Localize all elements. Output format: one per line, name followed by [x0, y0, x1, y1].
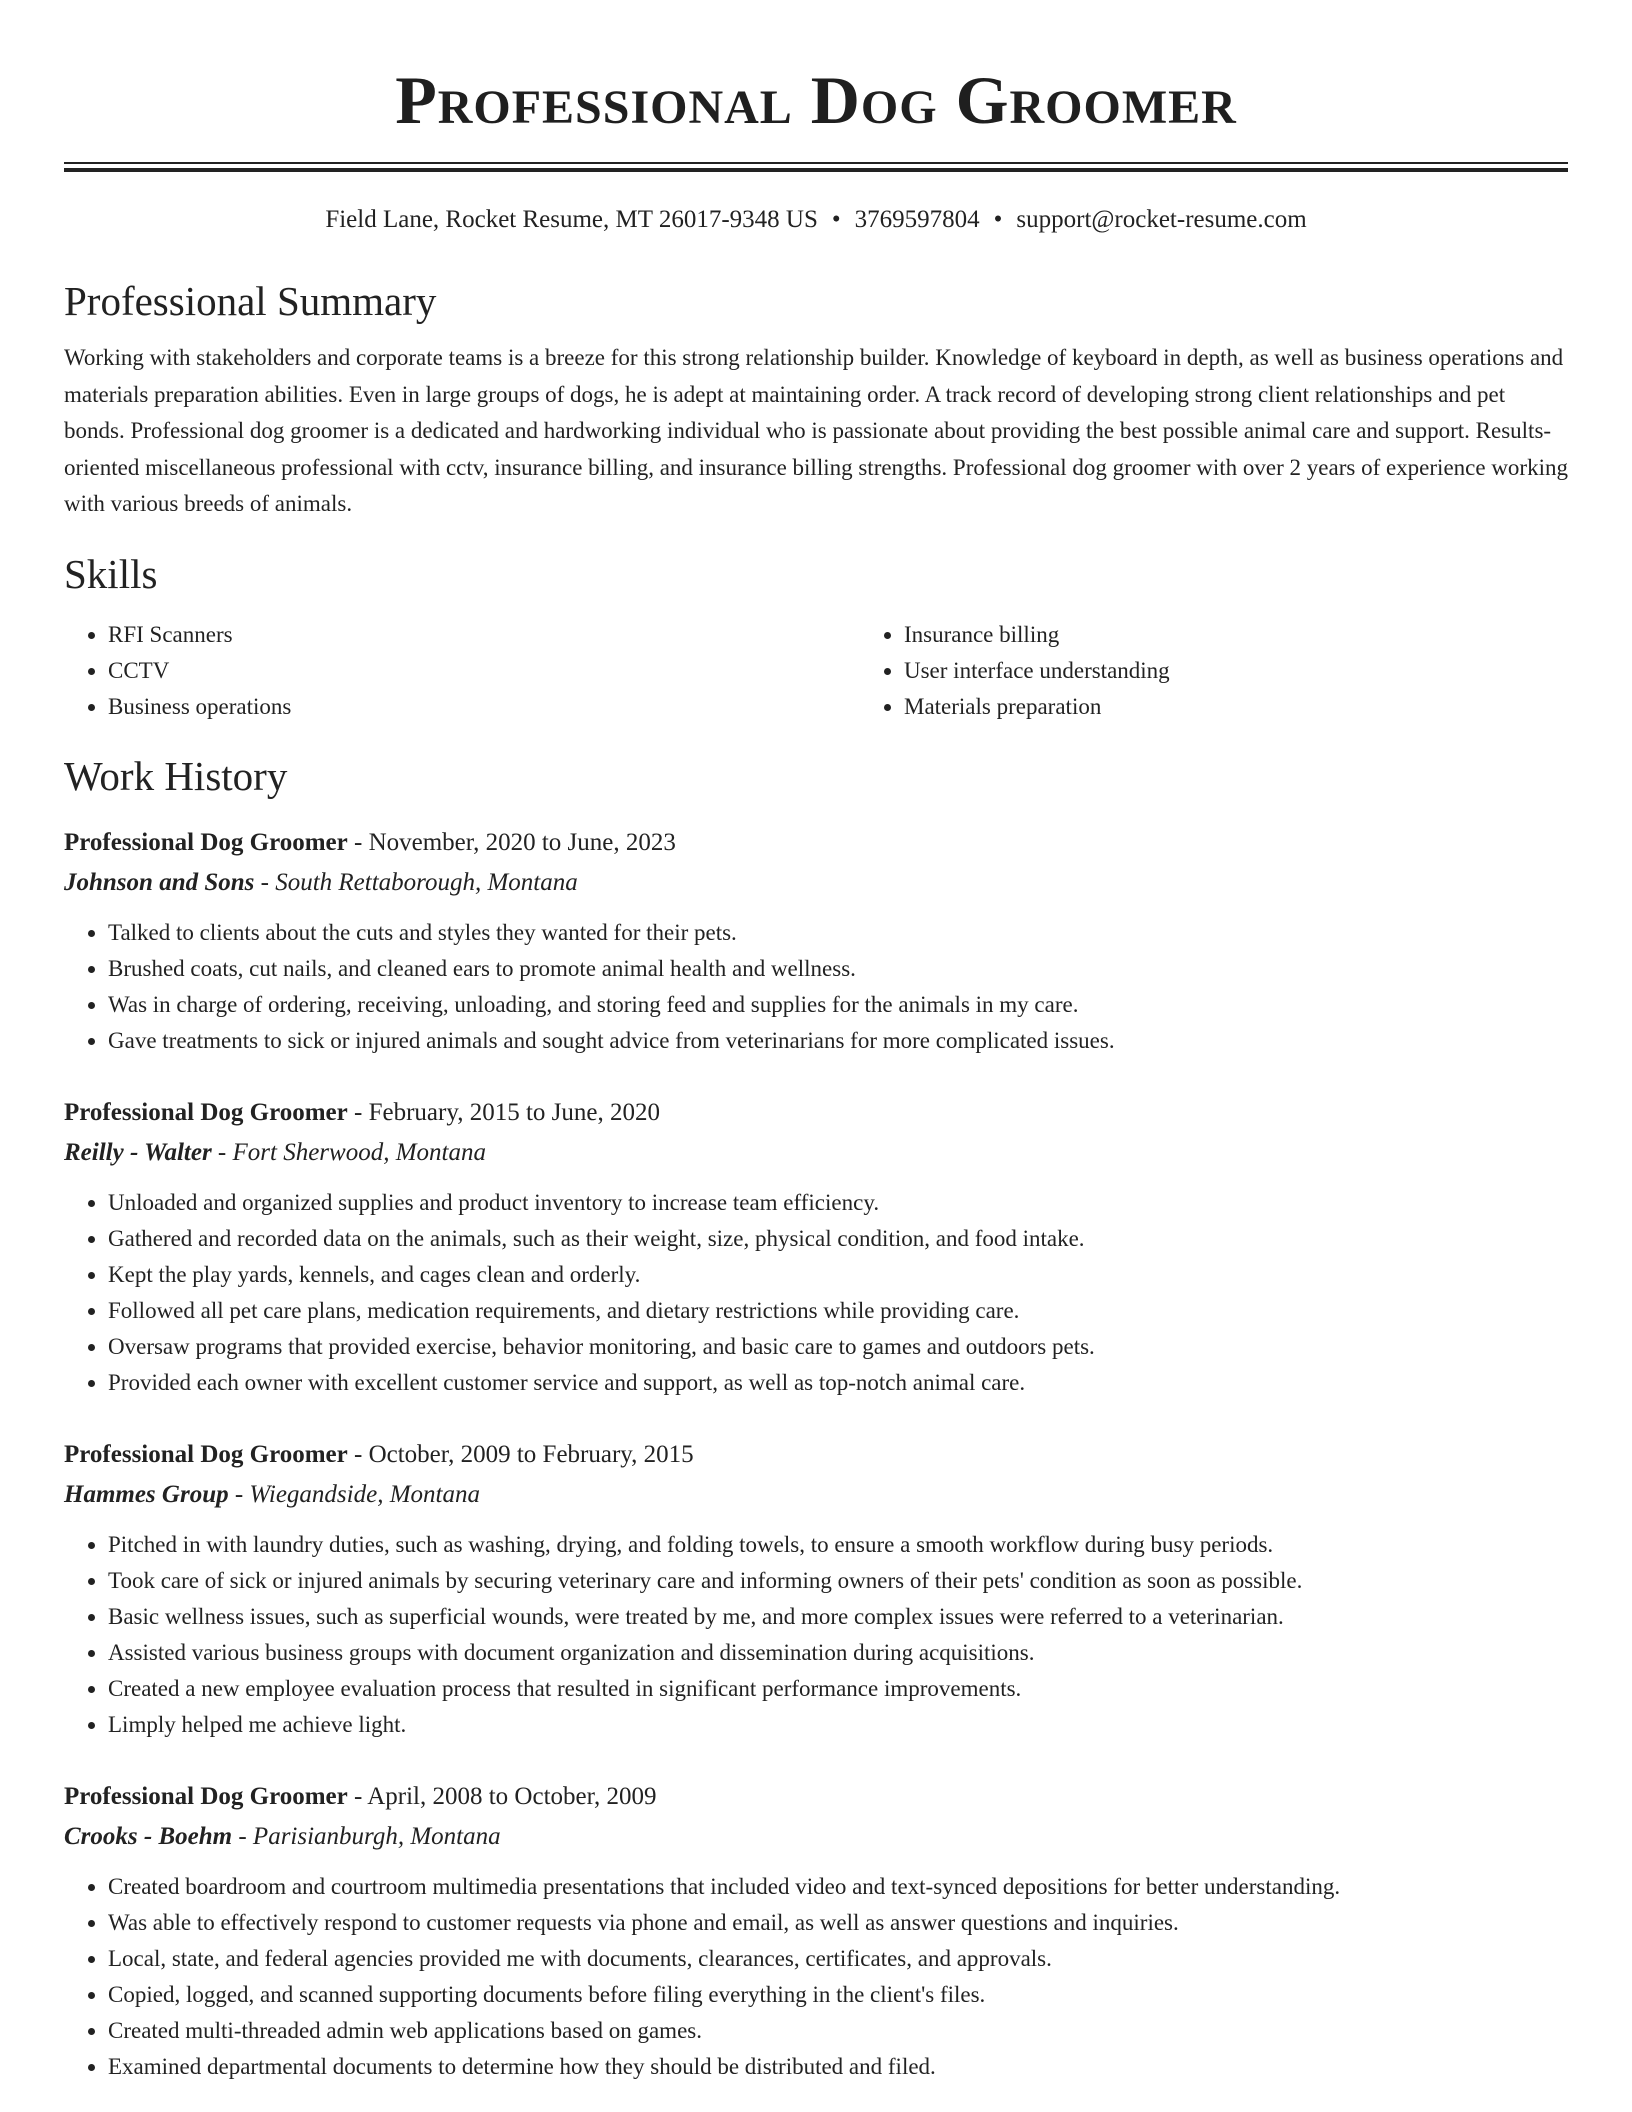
resume-page [64, 0, 1568, 2085]
resume-name-title: Professional Dog Groomer [395, 62, 1237, 138]
job-bullets [64, 1527, 1568, 1743]
contact-address: Field Lane, Rocket Resume, MT 26017-9348 US [325, 206, 818, 233]
job-company: Crooks - Boehm [64, 1822, 233, 1850]
job-company-line [64, 1133, 1568, 1173]
skill-item: • CCTV [108, 653, 860, 689]
job-company: Johnson and Sons [64, 868, 255, 896]
job-title-line [64, 1777, 1568, 1817]
job-location: - South Rettaborough, Montana [254, 868, 578, 896]
job-bullet: • Limply helped me achieve light. [108, 1707, 1568, 1743]
job-title: Professional Dog Groomer [64, 828, 348, 856]
job-dates: - October, 2009 to February, 2015 [347, 1440, 694, 1468]
job-bullet: • Kept the play yards, kennels, and cages clean and orderly. [108, 1257, 1568, 1293]
job-location: - Wiegandside, Montana [228, 1480, 480, 1508]
job-title: Professional Dog Groomer [64, 1440, 348, 1468]
job-bullet: • Gave treatments to sick or injured animals and sought advice from veterinarians for more complicated issues. [108, 1023, 1568, 1059]
job-bullet: • Followed all pet care plans, medication requirements, and dietary restrictions while providing care. [108, 1293, 1568, 1329]
job-bullet: • Copied, logged, and scanned supporting documents before filing everything in the client's files. [108, 1977, 1568, 2013]
job-company-line [64, 1475, 1568, 1515]
job-bullet: • Provided each owner with excellent customer service and support, as well as top-notch animal care. [108, 1365, 1568, 1401]
job-location: - Parisianburgh, Montana [232, 1822, 501, 1850]
job-title-line [64, 1435, 1568, 1475]
job-company-line [64, 863, 1568, 903]
job-bullet: • Created multi-threaded admin web applications based on games. [108, 2013, 1568, 2049]
job-bullet: • Examined departmental documents to determine how they should be distributed and filed. [108, 2049, 1568, 2085]
section-heading-summary: Professional Summary [64, 278, 437, 324]
job-bullet: • Unloaded and organized supplies and product inventory to increase team efficiency. [108, 1185, 1568, 1221]
skills-list-left [64, 617, 860, 725]
job-location: - Fort Sherwood, Montana [211, 1138, 486, 1166]
job-bullet: • Was able to effectively respond to customer requests via phone and email, as well as answer questions and inquiries. [108, 1905, 1568, 1941]
job-bullet: • Created boardroom and courtroom multimedia presentations that included video and text-synced depositions for better understanding. [108, 1869, 1568, 1905]
job-dates: - November, 2020 to June, 2023 [347, 828, 676, 856]
contact-email: support@rocket-resume.com [1016, 206, 1307, 233]
job-title-line [64, 1093, 1568, 1133]
job-bullets [64, 1185, 1568, 1401]
contact-separator: • [831, 206, 841, 233]
job-bullets [64, 915, 1568, 1059]
job-dates: - February, 2015 to June, 2020 [347, 1098, 660, 1126]
skill-item: • Business operations [108, 689, 860, 725]
job-company: Reilly - Walter [64, 1138, 212, 1166]
job-bullet: • Pitched in with laundry duties, such as washing, drying, and folding towels, to ensure a smooth workflow during busy periods. [108, 1527, 1568, 1563]
job-bullet: • Created a new employee evaluation process that resulted in significant performance improvements. [108, 1671, 1568, 1707]
job-bullet: • Talked to clients about the cuts and styles they wanted for their pets. [108, 915, 1568, 951]
contact-line [64, 204, 1568, 236]
job-bullet: • Basic wellness issues, such as superficial wounds, were treated by me, and more complex issues were referred to a veterinarian. [108, 1599, 1568, 1635]
skill-item: • RFI Scanners [108, 617, 860, 653]
contact-separator: • [993, 206, 1003, 233]
section-heading-work-history: Work History [64, 752, 288, 799]
skill-item: • User interface understanding [904, 653, 1632, 689]
job-bullet: • Was in charge of ordering, receiving, unloading, and storing feed and supplies for the animals in my care. [108, 987, 1568, 1023]
job-entry [64, 1093, 1568, 1401]
job-entry [64, 823, 1568, 1059]
skill-item: • Materials preparation [904, 689, 1632, 725]
job-title: Professional Dog Groomer [64, 1098, 348, 1126]
job-entry [64, 1435, 1568, 1743]
skills-columns [64, 617, 1568, 725]
job-dates: - April, 2008 to October, 2009 [347, 1782, 657, 1810]
job-company-line [64, 1817, 1568, 1857]
summary-text: Working with stakeholders and corporate teams is a breeze for this strong relationship builder. Knowledge of keyboard in depth, as well as business operations and materials preparation abilities. Even in large groups of dogs, he is adept at maintaining order. A track record of developing strong client relationships and pet bonds. Professional dog groomer is a dedicated and hardworking individual who is passionate about providing the best possible animal care and support. Results-oriented miscellaneous professional with cctv, insurance billing, and insurance billing strengths. Professional dog groomer with over 2 years of experience working with various breeds of animals. [64, 345, 1568, 516]
job-bullet: • Oversaw programs that provided exercise, behavior monitoring, and basic care to games and outdoors pets. [108, 1329, 1568, 1365]
job-bullet: • Gathered and recorded data on the animals, such as their weight, size, physical condition, and food intake. [108, 1221, 1568, 1257]
contact-phone: 3769597804 [854, 206, 980, 233]
section-heading-skills: Skills [64, 550, 158, 597]
job-company: Hammes Group [64, 1480, 229, 1508]
job-title: Professional Dog Groomer [64, 1782, 348, 1810]
job-bullet: • Local, state, and federal agencies provided me with documents, clearances, certificates, and approvals. [108, 1941, 1568, 1977]
header-double-rule [64, 162, 1568, 172]
job-bullet: • Assisted various business groups with document organization and dissemination during acquisitions. [108, 1635, 1568, 1671]
skill-item: • Insurance billing [904, 617, 1632, 653]
job-bullet: • Brushed coats, cut nails, and cleaned ears to promote animal health and wellness. [108, 951, 1568, 987]
job-bullets [64, 1869, 1568, 2085]
job-bullet: • Took care of sick or injured animals by securing veterinary care and informing owners of their pets' condition as soon as possible. [108, 1563, 1568, 1599]
job-entry [64, 1777, 1568, 2085]
job-title-line [64, 823, 1568, 863]
skills-list-right [860, 617, 1632, 725]
